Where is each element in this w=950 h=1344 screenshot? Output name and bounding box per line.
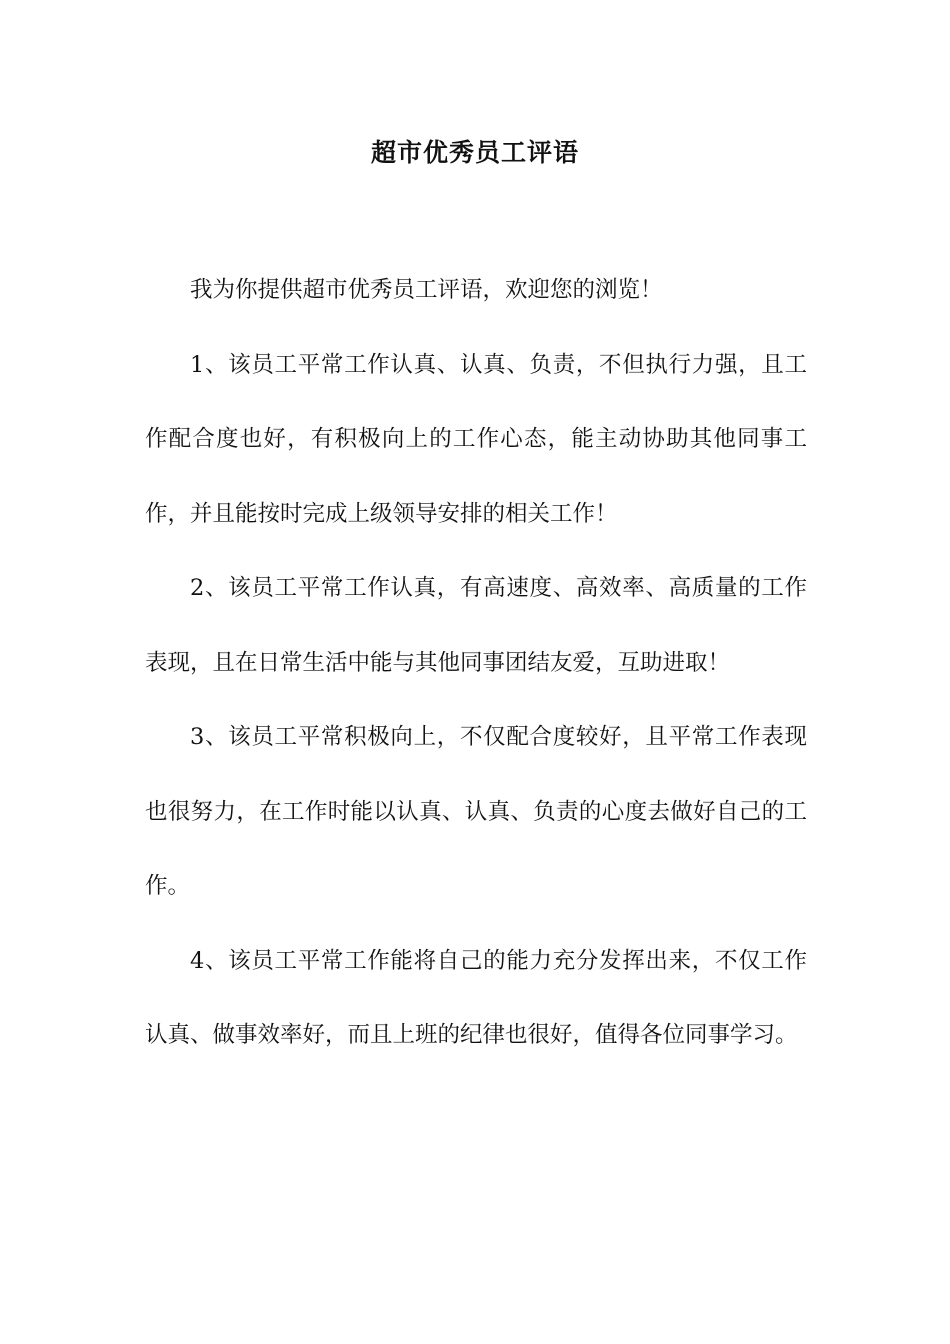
intro-paragraph: 我为你提供超市优秀员工评语，欢迎您的浏览！ [190,277,663,303]
comment-paragraph-2: 2、该员工平常工作认真，有高速度、高效率、高质量的工作表现，且在日常生活中能与其他同事团结友爱，互助进取！ [145,575,807,676]
comment-paragraph-1: 1、该员工平常工作认真、认真、负责，不但执行力强，且工作配合度也好，有积极向上的工作心态，能主动协助其他同事工作，并且能按时完成上级领导安排的相关工作！ [145,351,807,527]
document-body [145,253,807,1073]
comment-paragraph-4: 4、该员工平常工作能将自己的能力充分发挥出来，不仅工作认真、做事效率好，而且上班的纪律也很好，值得各位同事学习。 [145,947,807,1048]
comment-paragraph-3: 3、该员工平常积极向上，不仅配合度较好，且平常工作表现也很努力，在工作时能以认真、认真、负责的心度去做好自己的工作。 [145,724,807,899]
document-title: 超市优秀员工评语 [370,138,579,167]
